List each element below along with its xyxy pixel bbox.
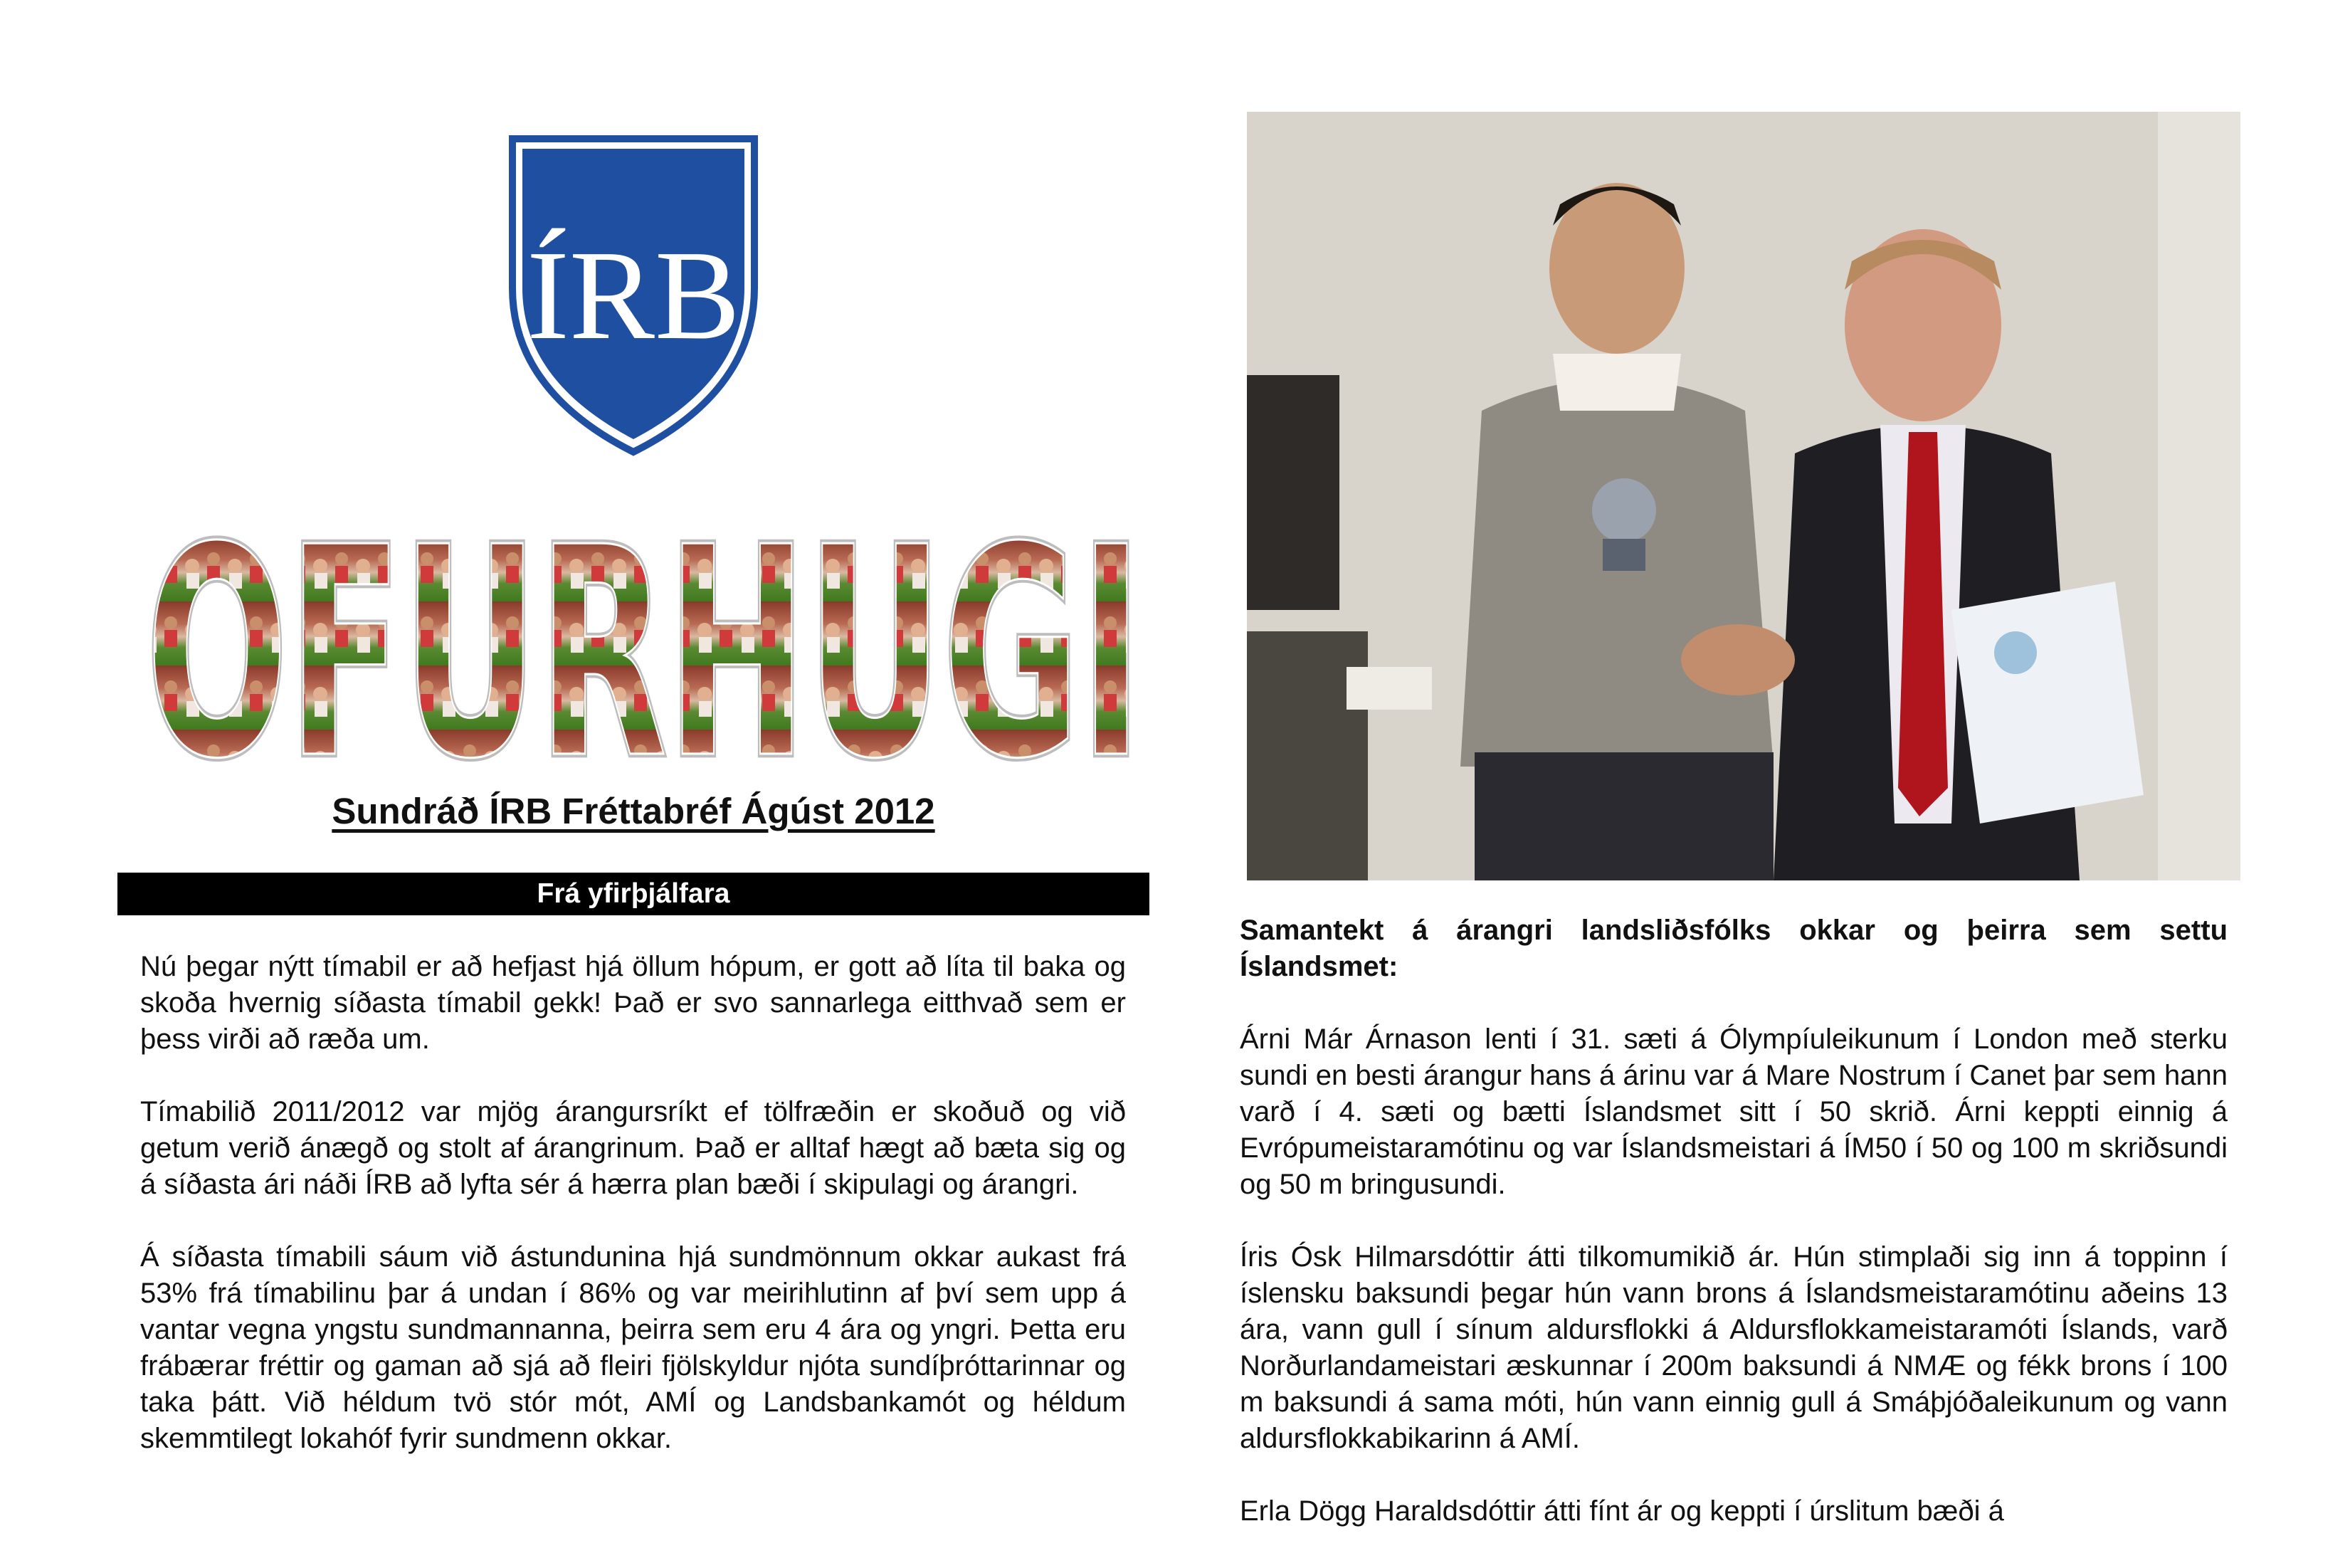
irb-crest-logo [498,125,769,459]
article-paragraph: Á síðasta tímabili sáum við ástundunina hjá sundmönnum okkar aukast frá 53% frá tímabilinu þar á undan í 86% og var meirihlutinn af því sem upp á vantar vegna yngstu sundmannanna, þeirra sem eru 4 ára og yngri. Þetta eru frábærar fréttir og gaman að sjá að fleiri fjölskyldur njóta sundíþróttarinnar og taka þátt. Við héldum tvö stór mót, AMÍ og Landsbankamót og héldum skemmtilegt lokahóf fyrir sundmenn okkar. [140,1241,1126,1454]
article-paragraph: Erla Dögg Haraldsdóttir átti fínt ár og keppti í úrslitum bæði á [1240,1495,2004,1527]
article-paragraph: Tímabilið 2011/2012 var mjög árangursríkt ef tölfræðin er skoðuð og við getum verið ánægð og stolt af árangrinum. Það er alltaf hægt að bæta sig og á síðasta ári náði ÍRB að lyfta sér á hærra plan bæði í skipulagi og árangri. [140,1096,1126,1200]
article-paragraph: Nú þegar nýtt tímabil er að hefjast hjá öllum hópum, er gott að líta til baka og skoða hvernig síðasta tímabil gekk! Það er svo sannarlega eitthvað sem er þess virði að ræða um. [140,951,1126,1055]
article-paragraph: Íris Ósk Hilmarsdóttir átti tilkomumikið ár. Hún stimplaði sig inn á toppinn í íslensku baksundi þegar hún vann brons á Íslandsmeistaramótinu aðeins 13 ára, vann gull í sínum aldursflokki á Aldursflokkameistaramóti Íslands, varð Norðurlandameistari æskunnar í 200m baksundi á NMÆ og fékk brons í 100 m baksundi á sama móti, hún vann einnig gull á Smáþjóðaleikunum og vann aldursflokkabikarinn á AMÍ. [1240,1241,2228,1454]
section-header-bar: Frá yfirþjálfara [117,873,1149,915]
right-article-column [1240,912,2228,1566]
masthead-text: OFURHUGI [146,485,1142,765]
newsletter-title: Sundráð ÍRB Fréttabréf Ágúst 2012 [332,791,935,831]
crest-text: ÍRB [526,224,741,366]
left-article-column [140,949,1126,1493]
article-paragraph: Árni Már Árnason lenti í 31. sæti á Ólympíuleikunum í London með sterku sundi en besti árangur hans á árinu var á Mare Nostrum í Canet þar sem hann varð í 4. sæti og bætti Íslandsmet sitt í 50 skrið. Árni keppti einnig á Evrópumeistaramótinu og var Íslandsmeistari á ÍM50 í 50 og 100 m skriðsundi og 50 m bringusundi. [1240,1024,2228,1200]
results-heading: Samantekt á árangri landsliðsfólks okkar og þeirra sem settu Íslandsmet: [1240,915,2228,982]
masthead-ofurhugi [139,473,1149,765]
award-handshake-photo [1247,112,2240,880]
